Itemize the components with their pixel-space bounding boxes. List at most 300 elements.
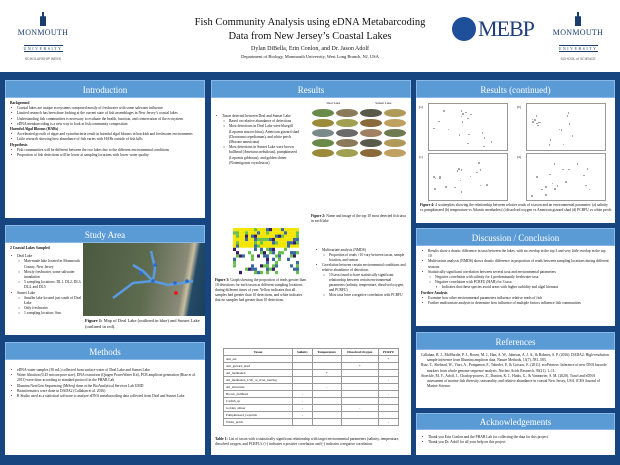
list-item: • Results show a drastic difference in taxa between the lakes, with no overlap in the top 3 and very little overlap in the top 10 [421, 249, 610, 259]
figure-label: Figure 1: [85, 318, 103, 323]
fish-image [336, 139, 358, 147]
scatter-point [589, 189, 591, 191]
heatmap-cell [284, 235, 287, 238]
heatmap-cell [242, 261, 245, 264]
heatmap-cell [233, 241, 236, 244]
heatmap-cell [266, 261, 269, 264]
heatmap-cell [239, 268, 242, 271]
deal-lake-header: Deal Lake [326, 101, 341, 105]
table-cell: + [312, 370, 341, 377]
heatmap-cell [269, 231, 272, 234]
heatmap-cell [275, 268, 278, 271]
sunset-lake-label: Sunset Lake [17, 290, 36, 295]
heatmap-cell [260, 231, 263, 234]
figure4-caption [420, 203, 612, 213]
scatter-point [532, 121, 534, 123]
heatmap-cell [245, 235, 248, 238]
heatmap-cell [236, 264, 239, 267]
heatmap-cell [233, 258, 236, 261]
heatmap-cell [266, 251, 269, 254]
heatmap-cell [278, 264, 281, 267]
heatmap-cell [296, 254, 299, 257]
heatmap-cell [260, 251, 263, 254]
heatmap-cell [248, 261, 251, 264]
scatter-point [470, 114, 472, 116]
list-item: • Further multivariate analysis to determine how influence of multiple factors influence fish communities [421, 301, 610, 306]
heatmap-cell [239, 264, 242, 267]
heatmap-cell [296, 231, 299, 234]
list-item: • Accelerated growth of algae and cyanobacteria result in harmful algal blooms in brackish and freshwater environments [10, 132, 200, 137]
table-cell [293, 356, 313, 363]
panel-label: (b) [517, 105, 522, 109]
heatmap-cell [251, 231, 254, 234]
tower-icon [573, 12, 583, 26]
list-item: ○ Most taxa have a negative correlation with PCRFU [322, 293, 407, 298]
heatmap-cell [257, 245, 260, 248]
list-item: ○ Mostly freshwater, some saltwater inundation [17, 270, 82, 280]
scatter-point [439, 176, 441, 178]
list-item: • Understanding fish communities is necessary to evaluate the health, function, and conservation of the ecosystem [10, 117, 200, 122]
heatmap-cell [239, 228, 242, 231]
heatmap-cell [239, 241, 242, 244]
habs-list [10, 132, 200, 142]
table-cell: - [293, 391, 313, 398]
scatter-point [531, 195, 533, 197]
hypothesis-title: Hypothesis [10, 142, 28, 147]
scatterplot [428, 153, 508, 201]
table-row [224, 419, 399, 426]
fish-image [312, 129, 334, 137]
heatmap-cell [293, 268, 296, 271]
further-analysis-title: Further Analysis [421, 290, 448, 295]
heatmap-cell [287, 228, 290, 231]
heatmap-cell [275, 238, 278, 241]
heatmap-cell [242, 248, 245, 251]
heatmap-cell [263, 251, 266, 254]
list-text: Negative correlation with PCRFU (HAB) for 3 taxa [435, 280, 512, 285]
heatmap-cell [260, 238, 263, 241]
heatmap-cell [287, 231, 290, 234]
heatmap-cell [251, 254, 254, 257]
scatter-point [465, 112, 467, 114]
list-item: ○ 10 taxa found to have statistically significant relationship between certain environmental parameters (salinity, temperature, dissolved oxygen, and PCRFU) [322, 273, 407, 293]
fish-grid [309, 108, 409, 158]
study-area-map [83, 243, 205, 316]
heatmap-cell [251, 268, 254, 271]
heatmap-cell [239, 248, 242, 251]
scatter-point [460, 180, 462, 182]
heatmap-cell [245, 245, 248, 248]
heatmap-cell [260, 271, 263, 274]
heatmap-cell [248, 228, 251, 231]
references-heading: References [416, 332, 615, 350]
heatmap-cell [293, 251, 296, 254]
heatmap-cell [242, 238, 245, 241]
fish-image [336, 119, 358, 127]
heatmap-cell [287, 238, 290, 241]
table1-correlations [223, 348, 399, 426]
heatmap-cell [296, 238, 299, 241]
heatmap-cell [245, 268, 248, 271]
heatmap-cell [260, 254, 263, 257]
heatmap-cell [257, 231, 260, 234]
results-panel [211, 98, 411, 455]
heatmap-cell [278, 241, 281, 244]
scatter-point [462, 113, 464, 115]
list-item: ○ Only freshwater [17, 306, 82, 311]
heatmap-cell [248, 245, 251, 248]
scatterplot [428, 103, 508, 151]
reference-item: Callahan, B. J., McMurdie, P. J., Rosen, M. J., Han, A. W., Johnson, A. J. A., & Holmes, S. P. (2016). DADA2: High-resolution sample inference from Illumina amplicon data. Nature Methods, 13(7), 581–583. [421, 353, 609, 363]
table-cell [312, 419, 341, 426]
heatmap-cell [236, 261, 239, 264]
heatmap-cell [269, 241, 272, 244]
figure-label: Figure 2: [311, 214, 326, 218]
heatmap-cell [257, 268, 260, 271]
list-text: Correlation between certain environmental conditions and relative abundance of detections [322, 263, 406, 272]
heatmap-cell [284, 264, 287, 267]
list-item [315, 248, 407, 263]
poster-header [0, 0, 620, 72]
sample-point [173, 281, 177, 285]
fish-image [360, 139, 382, 147]
heatmap-cell [287, 271, 290, 274]
table-row [224, 412, 399, 419]
heatmap-cell [239, 271, 242, 274]
table-cell: - [293, 398, 313, 405]
results-continued-heading: Results (continued) [416, 80, 615, 98]
heatmap-cell [260, 261, 263, 264]
logo-tag: SCHOOL of SCIENCE [560, 57, 596, 61]
heatmap-cell [287, 245, 290, 248]
table-cell [341, 412, 378, 419]
acknowledgements-heading: Acknowledgements [416, 413, 615, 430]
list-text: Taxon detected between Deal and Sunset Lake [222, 114, 291, 118]
sample-point [139, 271, 143, 275]
list-item [10, 254, 82, 290]
heatmap-cell [233, 235, 236, 238]
figure-caption-text: 4 scatterplots showing the relationship between relative reads of a taxon and an environmental parameter: (a) salinity vs pumpkinseed (b) temperature vs Atlantic menhaden (c) dissolved oxygen vs American gizzard shad (d) PCRFU vs white perch [420, 203, 612, 212]
scatter-point [461, 169, 463, 171]
table-cell: Atl_menhaden_LSU_or_river_herring [224, 377, 293, 384]
list-item: • Little research showing how abundance of fish varies with HABs outside of fish kills [10, 137, 200, 142]
table-cell [312, 398, 341, 405]
figure-label: Figure 3: [215, 278, 230, 282]
heatmap-cell [266, 235, 269, 238]
heatmap-cell [272, 228, 275, 231]
heatmap-cell [245, 248, 248, 251]
heatmap-cell [281, 235, 284, 238]
figure-caption-text: Name and image of the top 10 most detected fish taxa in each lake [311, 214, 406, 223]
table-cell [312, 412, 341, 419]
heatmap-cell [257, 235, 260, 238]
heatmap-cell [239, 254, 242, 257]
heatmap-cell [251, 238, 254, 241]
heatmap-cell [251, 261, 254, 264]
heatmap-cell [236, 271, 239, 274]
heatmap-cell [257, 228, 260, 231]
monmouth-science-logo [543, 12, 613, 61]
introduction-heading: Introduction [5, 80, 205, 98]
heatmap-cell [293, 235, 296, 238]
heatmap-cell [281, 254, 284, 257]
scatter-point [568, 169, 570, 171]
scatter-point [438, 121, 440, 123]
table-cell: Am_eel [224, 356, 293, 363]
scatterplot [526, 153, 606, 201]
discussion-heading: Discussion / Conclusion [416, 228, 615, 246]
fish-image [360, 119, 382, 127]
table-header: Dissolved Oxygen [341, 349, 378, 356]
heatmap-cell [281, 231, 284, 234]
heatmap-cell [290, 248, 293, 251]
heatmap-cell [287, 251, 290, 254]
table-header: PCRFU [378, 349, 398, 356]
heatmap-cell [254, 245, 257, 248]
list-text: Statistically significant correlation between several taxa and environmental parameters [428, 269, 556, 274]
analysis-list [315, 248, 407, 298]
list-item: ○ Most detections in Deal Lake were bluegill (Lepomis macrochirus), American gizzard shad (Dorosoma cepedianum), and white perch (Morone americana) [222, 124, 303, 145]
list-text: Multivariate analysis (NMDS) [322, 248, 366, 252]
table-cell [293, 384, 313, 391]
heatmap-cell [275, 241, 278, 244]
heatmap-cell [242, 231, 245, 234]
scatter-point [561, 129, 563, 131]
heatmap-cell [269, 261, 272, 264]
fish-image [312, 149, 334, 157]
heatmap-cell [266, 258, 269, 261]
heatmap-cell [263, 238, 266, 241]
heatmap-cell [263, 261, 266, 264]
list-item: ○ 5 sampling locations: DL1, DL2, DL3, DL4, and DL5 [17, 280, 82, 290]
title-line2: Data from New Jersey’s Coastal Lakes [228, 31, 392, 42]
poster-title-block [180, 16, 440, 59]
heatmap-cell [296, 241, 299, 244]
heatmap-cell [242, 245, 245, 248]
heatmap-cell [236, 235, 239, 238]
scatter-point [445, 186, 447, 188]
scatter-point [569, 123, 571, 125]
list-item: ▪ Indicates that these species avoid areas with higher turbidity and algal biomass [435, 285, 610, 290]
heatmap-cell [257, 241, 260, 244]
background-title: Background [10, 101, 30, 105]
table-cell: + [378, 356, 398, 363]
heatmap-cell [269, 264, 272, 267]
scatter-point [562, 169, 564, 171]
heatmap-cell [287, 268, 290, 271]
table-cell [341, 370, 378, 377]
heatmap-cell [284, 248, 287, 251]
habs-title: Harmful Algal Blooms (HABs) [10, 127, 59, 132]
heatmap-cell [290, 268, 293, 271]
scatter-point [483, 146, 485, 148]
heatmap-cell [275, 258, 278, 261]
heatmap-cell [254, 254, 257, 257]
heatmap-cell [251, 228, 254, 231]
table-cell [378, 405, 398, 412]
scatter-point [585, 185, 587, 187]
heatmap-cell [272, 271, 275, 274]
heatmap-cell [251, 235, 254, 238]
heatmap-cell [266, 248, 269, 251]
heatmap-cell [263, 258, 266, 261]
figure-caption-text: Graph showing the proportion of reads greater than 10 detections for each taxon at different sampling locations during different times of year. Yellow indicates that all samples had greater than 10 detections, and white indicates that no samples had greater than 10 detections. [215, 278, 306, 302]
scatter-point [467, 118, 469, 120]
heatmap-cell [284, 258, 287, 261]
table-cell [378, 398, 398, 405]
table-cell: + [341, 363, 378, 370]
heatmap-cell [245, 228, 248, 231]
table-header: Temperature [312, 349, 341, 356]
heatmap-cell [281, 245, 284, 248]
heatmap-cell [287, 258, 290, 261]
heatmap-cell [248, 235, 251, 238]
heatmap-cell [248, 258, 251, 261]
heatmap-cell [257, 261, 260, 264]
heatmap-cell [254, 231, 257, 234]
heatmap-cell [269, 271, 272, 274]
heatmap-cell [239, 261, 242, 264]
heatmap-cell [269, 235, 272, 238]
fish-image [312, 119, 334, 127]
heatmap-cell [290, 231, 293, 234]
scatter-point [476, 172, 478, 174]
heatmap-cell [272, 248, 275, 251]
heatmap-cell [242, 228, 245, 231]
panel-label: (d) [517, 155, 522, 159]
fish-image [360, 109, 382, 117]
study-subtitle: 2 Coastal Lakes Sampled [10, 246, 50, 250]
list-item: • Thank you Dr. Adolf for all your help on this project [421, 440, 610, 445]
heatmap-cell [296, 261, 299, 264]
tower-icon [38, 12, 48, 26]
table-cell [341, 384, 378, 391]
scatter-point [461, 116, 463, 118]
heatmap-cell [284, 245, 287, 248]
heatmap-cell [275, 254, 278, 257]
heatmap-cell [248, 254, 251, 257]
heatmap-cell [254, 238, 257, 241]
heatmap-cell [254, 251, 257, 254]
table-cell: - [293, 412, 313, 419]
heatmap-cell [269, 228, 272, 231]
scatter-point [540, 122, 542, 124]
logo-sub: UNIVERSITY [558, 46, 598, 51]
heatmap-cell [254, 261, 257, 264]
table-cell [293, 377, 313, 384]
fish-image [336, 129, 358, 137]
scatter-point [457, 170, 459, 172]
heatmap-cell [284, 228, 287, 231]
heatmap-cell [263, 235, 266, 238]
heatmap-cell [245, 231, 248, 234]
table-row [224, 384, 399, 391]
heatmap-cell [266, 238, 269, 241]
list-item: • R Studio used as a statistical software to analyze eDNA metabarcoding data collected from Deal and Sunset Lake [10, 394, 200, 399]
figure-caption-text: Map of Deal Lake (outlined in blue) and Sunset Lake (outlined in red). [85, 318, 200, 329]
heatmap-cell [278, 238, 281, 241]
sample-point [151, 279, 155, 283]
scatter-point [552, 183, 554, 185]
heatmap-cell [233, 261, 236, 264]
study-area-panel [5, 243, 205, 335]
heatmap-cell [287, 248, 290, 251]
heatmap-cell [233, 254, 236, 257]
scatter-point [567, 115, 569, 117]
scatter-point [536, 115, 538, 117]
list-item: • Multivariate analysis (NMDS) shows drastic difference in proportion of reads between sampling locations during different seasons [421, 259, 610, 269]
table-cell: Golden_shiner [224, 405, 293, 412]
heatmap-cell [257, 258, 260, 261]
heatmap-cell [236, 254, 239, 257]
logo-sub: UNIVERSITY [23, 46, 63, 51]
heatmap-cell [293, 245, 296, 248]
heatmap-cell [269, 258, 272, 261]
panel-label: (a) [419, 105, 423, 109]
table-cell: Atl_silverside [224, 384, 293, 391]
lake-outline-overlay [83, 243, 205, 316]
heatmap-cell [287, 261, 290, 264]
scatter-point [467, 143, 469, 145]
table-cell [293, 419, 313, 426]
heatmap-cell [290, 264, 293, 267]
heatmap-cell [296, 228, 299, 231]
heatmap-cell [278, 228, 281, 231]
table-row [224, 377, 399, 384]
heatmap-cell [278, 254, 281, 257]
methods-panel [5, 360, 205, 455]
heatmap-cell [236, 245, 239, 248]
list-item: ○ Proportion of reads >10 vary between taxon, sample location, and season [322, 253, 407, 263]
heatmap-cell [296, 251, 299, 254]
table-cell: - [341, 405, 378, 412]
fish-image [312, 109, 334, 117]
table-cell: Am_gizzard_shad [224, 363, 293, 370]
heatmap-cell [296, 245, 299, 248]
results-continued-panel [416, 98, 615, 223]
heatmap-cell [290, 245, 293, 248]
heatmap-cell [263, 271, 266, 274]
fish-image [336, 109, 358, 117]
heatmap-cell [251, 241, 254, 244]
list-item: • Fish communities will be different between the two lakes due to the different environmental conditions [10, 148, 200, 153]
taxon-summary-list [215, 114, 303, 166]
heatmap-cell [251, 271, 254, 274]
heatmap-cell [242, 254, 245, 257]
study-area-heading: Study Area [5, 225, 205, 243]
scatter-point [468, 134, 470, 136]
scatter-point [534, 119, 536, 121]
scatter-point [480, 185, 482, 187]
list-item [10, 291, 82, 317]
scatter-point [549, 144, 551, 146]
table-row [224, 370, 399, 377]
heatmap-cell [290, 241, 293, 244]
heatmap-cell [269, 251, 272, 254]
heatmap-cell [272, 254, 275, 257]
heatmap-cell [272, 238, 275, 241]
scatter-point [484, 137, 486, 139]
table-cell [312, 356, 341, 363]
list-item: • Limited research has been done looking at the current state of fish assemblages in New Jersey’s coastal lakes [10, 111, 200, 116]
acknowledgements-panel [416, 430, 615, 455]
heatmap-cell [269, 268, 272, 271]
table-cell [341, 377, 378, 384]
heatmap-cell [260, 248, 263, 251]
scatter-point [461, 191, 463, 193]
heatmap-cell [233, 264, 236, 267]
table-cell [341, 356, 378, 363]
